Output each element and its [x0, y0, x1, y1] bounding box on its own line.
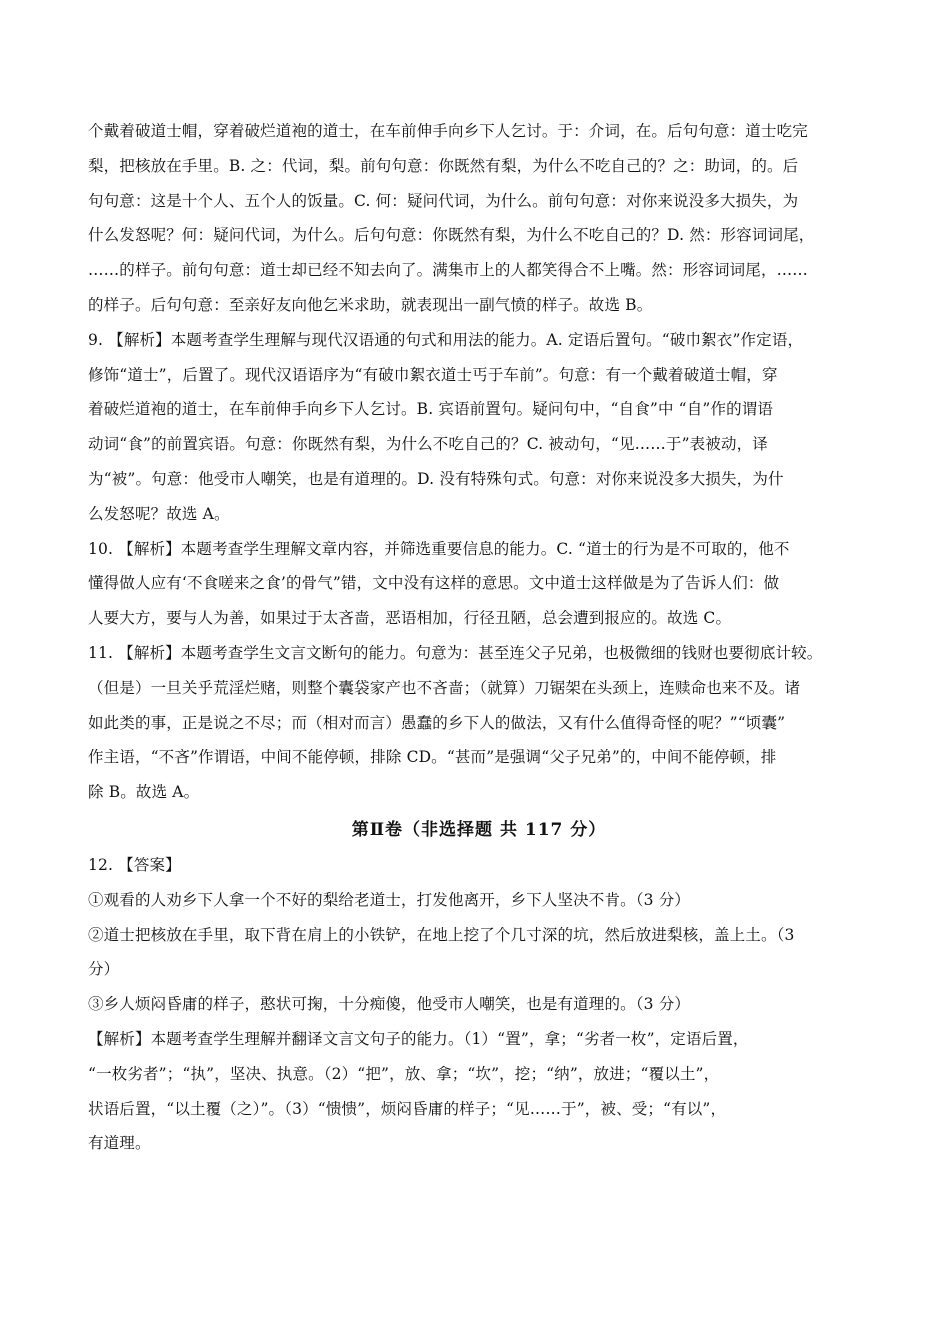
analysis-part2 [88, 848, 870, 1161]
text-line: ①观看的人劝乡下人拿一个不好的梨给老道士，打发他离开，乡下人坚决不肯。（3 分） [88, 890, 691, 909]
text-line: 有道理。 [88, 1134, 151, 1153]
text-line: 如此类的事，正是说之不尽；而（相对而言）愚蠢的乡下人的做法，又有什么值得奇怪的呢？”“顷囊” [88, 713, 786, 732]
text-line: ②道士把核放在手里，取下背在肩上的小铁铲，在地上挖了个几寸深的坑，然后放进梨核，盖上土。（3 [88, 925, 795, 944]
text-line: 么发怒呢？故选 A。 [88, 504, 230, 523]
text-line: 11. 【解析】本题考查学生文言文断句的能力。句意为：甚至连父子兄弟，也极微细的钱财也要彻底计较。 [88, 643, 823, 662]
text-line: 分） [88, 960, 120, 979]
text-line: “一枚劣者”；“执”，坚决、执意。（2）“把”，放、拿；“坎”，挖；“纳”，放进；“覆以土”， [88, 1064, 720, 1083]
text-line: （但是）一旦关乎荒淫烂赌，则整个囊袋家产也不吝啬；（就算）刀锯架在头颈上，连赎命也来不及。诸 [88, 678, 801, 697]
text-line: 的样子。后句句意：至亲好友向他乞米求助，就表现出一副气愤的样子。故选 B。 [88, 295, 653, 314]
text-line: 懂得做人应有‘不食嗟来之食’的骨气”错，文中没有这样的意思。文中道士这样做是为了告诉人们：做 [88, 574, 780, 593]
text-line: 【解析】本题考查学生理解并翻译文言文句子的能力。（1）“置”，拿；“劣者一枚”，定语后置， [88, 1029, 749, 1048]
text-line: 作主语，“不吝”作谓语，中间不能停顿，排除 CD。“甚而”是强调“父子兄弟”的，中间不能停顿，排 [88, 748, 777, 767]
text-line: 修饰“道士”，后置了。现代汉语语序为“有破巾絮衣道士丐于车前”。句意：有一个戴着破道士帽，穿 [88, 365, 778, 384]
analysis-part1 [88, 114, 870, 810]
text-line: ……的样子。前句句意：道士却已经不知去向了。满集市上的人都笑得合不上嘴。然：形容词词尾，…… [88, 261, 808, 280]
text-line: 什么发怒呢？何：疑问代词，为什么。后句句意：你既然有梨，为什么不吃自己的？D. 然：形容词词尾， [88, 226, 815, 245]
text-line: 9. 【解析】本题考查学生理解与现代汉语通的句式和用法的能力。A. 定语后置句。“破巾絮衣”作定语， [88, 330, 804, 349]
text-line: 状语后置，“以土覆（之）”。（3）“愦愦”，烦闷昏庸的样子；“见……于”，被、受；“有以”， [88, 1099, 727, 1118]
text-line: 10. 【解析】本题考查学生理解文章内容，并筛选重要信息的能力。C. “道士的行为是不可取的，他不 [88, 539, 790, 558]
text-line: 个戴着破道士帽，穿着破烂道袍的道士，在车前伸手向乡下人乞讨。于：介词，在。后句句意：道士吃完 [88, 122, 808, 140]
text-line: 梨，把核放在手里。B. 之：代词，梨。前句句意：你既然有梨，为什么不吃自己的？之：助词，的。后 [88, 156, 799, 175]
text-line: 动词“食”的前置宾语。句意：你既然有梨，为什么不吃自己的？C. 被动句，“见……于”表被动，译 [88, 435, 768, 454]
text-line: 人要大方，要与人为善，如果过于太吝啬，恶语相加，行径丑陋，总会遭到报应的。故选 C。 [88, 609, 732, 628]
text-line: 除 B。故选 A。 [88, 783, 200, 802]
text-line: ③乡人烦闷昏庸的样子，憨状可掬，十分痴傻，他受市人嘲笑，也是有道理的。（3 分） [88, 995, 691, 1014]
text-line: 为“被”。句意：他受市人嘲笑，也是有道理的。D. 没有特殊句式。句意：对你来说没多大损失，为什 [88, 469, 784, 488]
text-line: 12. 【答案】 [88, 855, 181, 874]
section-heading: 第Ⅱ卷（非选择题 共 117 分） [351, 819, 607, 840]
text-line: 句句意：这是十个人、五个人的饭量。C. 何：疑问代词，为什么。前句句意：对你来说没多大损失，为 [88, 191, 799, 210]
text-line: 着破烂道袍的道士，在车前伸手向乡下人乞讨。B. 宾语前置句。疑问句中，“自食”中 “自”作的谓语 [88, 400, 774, 419]
